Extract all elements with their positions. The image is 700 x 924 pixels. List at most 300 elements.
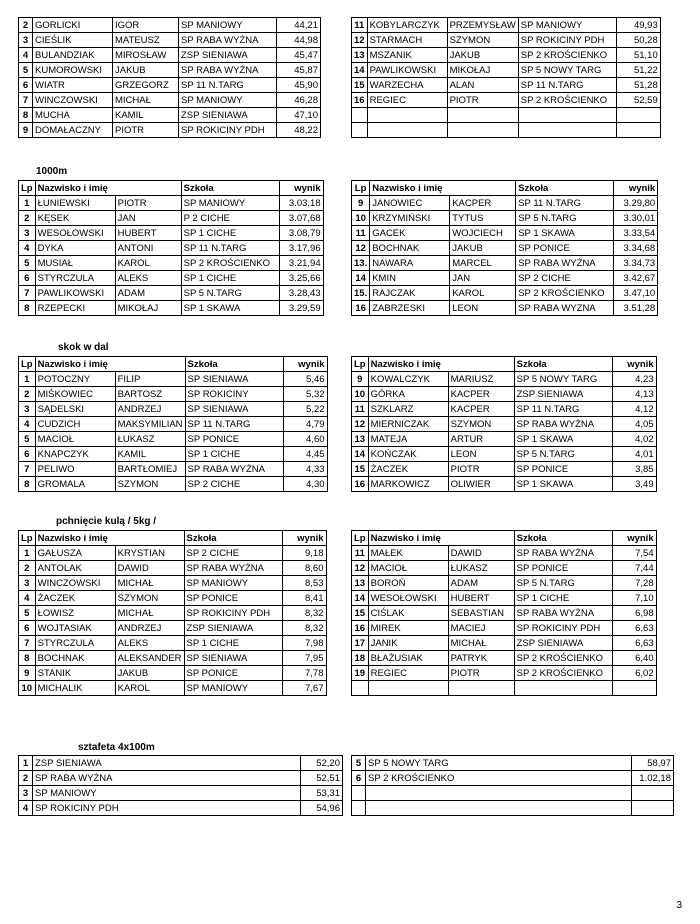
firstname-cell: KAMIL (113, 108, 179, 123)
surname-cell: WINCZOWSKI (33, 93, 113, 108)
surname-cell: PAWLIKOWSKI (367, 63, 447, 78)
result-cell: 4,45 (283, 447, 327, 462)
result-cell: 8,41 (282, 591, 326, 606)
result-cell (616, 108, 660, 123)
result-cell: 45,47 (277, 48, 321, 63)
place-cell: 13 (352, 48, 368, 63)
result-cell: 53,31 (301, 786, 343, 801)
table-row (19, 33, 321, 48)
results-table-left (18, 17, 321, 138)
place-cell: 12 (352, 241, 370, 256)
school-cell: SP RABA WYŻNA (179, 63, 277, 78)
relay-table-right (351, 755, 674, 816)
place-cell: 11 (352, 546, 369, 561)
school-cell: SP PONICE (514, 561, 612, 576)
table-row (352, 651, 657, 666)
school-cell: SP 2 KROŚCIENKO (514, 666, 612, 681)
relay-title: sztafeta 4x100m (78, 742, 155, 753)
place-cell: 8 (19, 301, 36, 316)
team-cell: SP RABA WYŻNA (33, 771, 301, 786)
header-cell: Nazwisko i imię (35, 181, 181, 196)
place-cell (352, 801, 366, 816)
firstname-cell: OLIWIER (448, 477, 514, 492)
result-cell (632, 801, 674, 816)
place-cell: 2 (19, 18, 33, 33)
firstname-cell: MIKOŁAJ (447, 63, 518, 78)
firstname-cell: PIOTR (448, 666, 514, 681)
firstname-cell: JAN (450, 271, 516, 286)
firstname-cell: JAKUB (450, 241, 516, 256)
school-cell: SP 1 SKAWA (516, 226, 614, 241)
table-row (352, 123, 661, 138)
firstname-cell: KAROL (115, 256, 181, 271)
result-cell: 4,23 (612, 372, 656, 387)
table-row (352, 432, 657, 447)
surname-cell: CIŚLAK (368, 606, 448, 621)
result-cell: 45,87 (277, 63, 321, 78)
result-cell: 3,85 (612, 462, 656, 477)
school-cell: SP 2 KROŚCIENKO (516, 286, 614, 301)
table-row (19, 666, 327, 681)
school-cell: SP 5 N.TARG (516, 211, 614, 226)
result-cell: 7,78 (282, 666, 326, 681)
result-cell: 54,96 (301, 801, 343, 816)
table-row (352, 241, 658, 256)
firstname-cell: ANDRZEJ (115, 621, 184, 636)
table-row (19, 271, 324, 286)
school-cell: SP RABA WYZNA (516, 301, 614, 316)
firstname-cell: ANTONI (115, 241, 181, 256)
relay-row (19, 801, 343, 816)
place-cell: 11 (352, 18, 368, 33)
relay-row (352, 786, 674, 801)
surname-cell: MIERNICZAK (368, 417, 448, 432)
firstname-cell: JAN (115, 211, 181, 226)
firstname-cell: ŁUKASZ (115, 432, 185, 447)
surname-cell: BOROŃ (368, 576, 448, 591)
table-row (352, 576, 657, 591)
place-cell: 19 (352, 666, 369, 681)
relay-row (352, 756, 674, 771)
surname-cell: WIATR (33, 78, 113, 93)
table-row (352, 48, 661, 63)
firstname-cell: DAWID (115, 561, 184, 576)
result-cell: 3.29,59 (279, 301, 323, 316)
result-cell: 4,13 (612, 387, 656, 402)
result-cell: 6,63 (612, 636, 656, 651)
school-cell: SP ROKICINY PDH (179, 123, 277, 138)
firstname-cell: ALEKS (115, 636, 184, 651)
school-cell: SP 1 CICHE (181, 226, 279, 241)
surname-cell: GORLICKI (33, 18, 113, 33)
table-row (19, 561, 327, 576)
surname-cell: BULANDZIAK (33, 48, 113, 63)
result-cell: 4,60 (283, 432, 327, 447)
header-cell: Szkoła (184, 531, 282, 546)
school-cell: SP 5 NOWY TARG (514, 372, 612, 387)
header-cell: wynik (614, 181, 658, 196)
table-row (19, 286, 324, 301)
surname-cell: MACIOŁ (368, 561, 448, 576)
school-cell: SP RABA WYŻNA (514, 606, 612, 621)
school-cell: SP ROKICINY (185, 387, 283, 402)
firstname-cell: MIKOŁAJ (115, 301, 181, 316)
school-cell: P 2 CICHE (181, 211, 279, 226)
place-cell: 2 (19, 771, 33, 786)
table-row (352, 33, 661, 48)
header-cell: Lp (19, 181, 36, 196)
table-row (352, 372, 657, 387)
header-cell: Szkoła (514, 531, 612, 546)
school-cell: SP SIENIAWA (184, 651, 282, 666)
team-cell: SP ROKICINY PDH (33, 801, 301, 816)
table-row (19, 651, 327, 666)
table-row (352, 402, 657, 417)
surname-cell: WARZECHA (367, 78, 447, 93)
result-cell: 51,10 (616, 48, 660, 63)
table-row (352, 447, 657, 462)
result-cell: 5,22 (283, 402, 327, 417)
relay-table-left (18, 755, 343, 816)
surname-cell: REGIEC (368, 666, 448, 681)
firstname-cell: SZYMON (115, 477, 185, 492)
section-title: pchnięcie kulą / 5kg / (56, 516, 157, 527)
surname-cell: ŻACZEK (368, 462, 448, 477)
table-row (19, 462, 328, 477)
school-cell: SP RABA WYŻNA (184, 561, 282, 576)
school-cell: SP 1 CICHE (184, 636, 282, 651)
firstname-cell: LEON (448, 447, 514, 462)
result-cell: 3.33,54 (614, 226, 658, 241)
result-cell: 4,02 (612, 432, 656, 447)
table-header (19, 531, 327, 546)
school-cell: SP 2 CICHE (184, 546, 282, 561)
place-cell: 16 (352, 301, 370, 316)
place-cell (352, 108, 368, 123)
table-row (352, 271, 658, 286)
place-cell: 8 (19, 477, 36, 492)
firstname-cell: SZYMON (447, 33, 518, 48)
place-cell: 14 (352, 447, 369, 462)
result-cell: 4,79 (283, 417, 327, 432)
result-cell: 8,53 (282, 576, 326, 591)
header-cell: Szkoła (514, 357, 612, 372)
result-cell (616, 123, 660, 138)
firstname-cell: HUBERT (115, 226, 181, 241)
school-cell: ZSP SIENIAWA (179, 48, 277, 63)
place-cell (352, 123, 368, 138)
school-cell: SP RABA WYŻNA (185, 462, 283, 477)
header-cell: wynik (612, 531, 656, 546)
place-cell: 15. (352, 286, 370, 301)
school-cell: SP ROKICINY PDH (184, 606, 282, 621)
table-header (352, 531, 657, 546)
surname-cell: KUMOROWSKI (33, 63, 113, 78)
surname-cell: DYKA (35, 241, 115, 256)
place-cell: 3 (19, 786, 33, 801)
surname-cell: WINCZOWSKI (35, 576, 115, 591)
school-cell (518, 123, 616, 138)
header-cell: Szkoła (185, 357, 283, 372)
result-cell: 5,46 (283, 372, 327, 387)
surname-cell: ANTOLAK (35, 561, 115, 576)
result-cell: 3.17,96 (279, 241, 323, 256)
section-title: 1000m (36, 166, 68, 177)
table-row (352, 546, 657, 561)
firstname-cell: ADAM (115, 286, 181, 301)
surname-cell: SĄDELSKI (35, 402, 115, 417)
table-row (19, 226, 324, 241)
header-cell: Lp (19, 357, 36, 372)
firstname-cell: KACPER (448, 402, 514, 417)
place-cell: 15 (352, 78, 368, 93)
surname-cell: POTOCZNY (35, 372, 115, 387)
firstname-cell: PIOTR (113, 123, 179, 138)
place-cell: 9 (19, 666, 36, 681)
table-row (19, 372, 328, 387)
table-row (352, 256, 658, 271)
results-table-left (18, 530, 327, 696)
firstname-cell: MICHAŁ (113, 93, 179, 108)
result-cell: 52,59 (616, 93, 660, 108)
school-cell: SP 2 KROŚCIENKO (518, 48, 616, 63)
place-cell: 6 (19, 78, 33, 93)
result-cell: 52,20 (301, 756, 343, 771)
results-table-right (351, 530, 657, 696)
place-cell: 1 (19, 546, 36, 561)
surname-cell: STARMACH (367, 33, 447, 48)
school-cell: SP 5 N.TARG (514, 576, 612, 591)
place-cell (352, 681, 369, 696)
surname-cell: DOMAŁACZNY (33, 123, 113, 138)
table-row (19, 211, 324, 226)
surname-cell: MATEJA (368, 432, 448, 447)
table-row (352, 561, 657, 576)
firstname-cell: PRZEMYSŁAW (447, 18, 518, 33)
place-cell: 15 (352, 462, 369, 477)
firstname-cell: MARCEL (450, 256, 516, 271)
table-row (19, 256, 324, 271)
surname-cell: JANOWIEC (370, 196, 450, 211)
school-cell: SP 5 NOWY TARG (518, 63, 616, 78)
surname-cell: MICHALIK (35, 681, 115, 696)
header-cell: Nazwisko i imię (368, 357, 514, 372)
school-cell: SP 2 KROŚCIENKO (518, 93, 616, 108)
table-row (19, 48, 321, 63)
page-number: 3 (676, 900, 682, 911)
firstname-cell: PIOTR (447, 93, 518, 108)
place-cell: 14 (352, 63, 368, 78)
surname-cell: MSZANIK (367, 48, 447, 63)
surname-cell (368, 681, 448, 696)
result-cell: 3.28,43 (279, 286, 323, 301)
table-row (19, 417, 328, 432)
place-cell: 6 (19, 447, 36, 462)
table-row (352, 387, 657, 402)
firstname-cell: MIROSŁAW (113, 48, 179, 63)
surname-cell: WOJTASIAK (35, 621, 115, 636)
result-cell: 6,98 (612, 606, 656, 621)
firstname-cell: KACPER (448, 387, 514, 402)
result-cell: 4,05 (612, 417, 656, 432)
surname-cell: PELIWO (35, 462, 115, 477)
surname-cell: WESOŁOWSKI (368, 591, 448, 606)
table-row (352, 18, 661, 33)
firstname-cell: MICHAŁ (115, 606, 184, 621)
surname-cell: MIREK (368, 621, 448, 636)
place-cell: 7 (19, 636, 36, 651)
place-cell: 7 (19, 462, 36, 477)
place-cell: 13 (352, 576, 369, 591)
table-row (19, 402, 328, 417)
firstname-cell: MATEUSZ (113, 33, 179, 48)
firstname-cell: DAWID (448, 546, 514, 561)
firstname-cell: KAMIL (115, 447, 185, 462)
school-cell: SP 1 SKAWA (514, 432, 612, 447)
result-cell: 58,97 (632, 756, 674, 771)
results-table-left (18, 180, 324, 316)
place-cell: 5 (19, 63, 33, 78)
school-cell: SP 1 CICHE (181, 271, 279, 286)
table-row (352, 591, 657, 606)
place-cell: 8 (19, 108, 33, 123)
place-cell: 16 (352, 621, 369, 636)
surname-cell: ŁUNIEWSKI (35, 196, 115, 211)
surname-cell: CUDZICH (35, 417, 115, 432)
header-cell: wynik (282, 531, 326, 546)
place-cell: 3 (19, 402, 36, 417)
result-cell: 3,49 (612, 477, 656, 492)
place-cell: 17 (352, 636, 369, 651)
school-cell: SP 11 N.TARG (179, 78, 277, 93)
surname-cell: BŁAŻUSIAK (368, 651, 448, 666)
surname-cell: KĘSEK (35, 211, 115, 226)
school-cell: ZSP SIENIAWA (514, 387, 612, 402)
header-cell: Nazwisko i imię (35, 531, 184, 546)
result-cell: 3.08,79 (279, 226, 323, 241)
surname-cell: STYRCZULA (35, 636, 115, 651)
table-row (352, 462, 657, 477)
firstname-cell (447, 108, 518, 123)
surname-cell: RAJCZAK (370, 286, 450, 301)
result-cell: 3.21,94 (279, 256, 323, 271)
surname-cell: KOWALCZYK (368, 372, 448, 387)
table-row (352, 621, 657, 636)
result-cell: 47,10 (277, 108, 321, 123)
firstname-cell: BARTOSZ (115, 387, 185, 402)
table-header (19, 181, 324, 196)
table-row (19, 681, 327, 696)
school-cell: SP PONICE (185, 432, 283, 447)
firstname-cell: HUBERT (448, 591, 514, 606)
table-row (19, 477, 328, 492)
place-cell: 2 (19, 387, 36, 402)
surname-cell: KOŃCZAK (368, 447, 448, 462)
place-cell: 16 (352, 93, 368, 108)
school-cell: SP 1 SKAWA (514, 477, 612, 492)
result-cell: 8,32 (282, 606, 326, 621)
table-header (19, 357, 328, 372)
surname-cell: REGIEC (367, 93, 447, 108)
place-cell: 2 (19, 211, 36, 226)
place-cell: 13 (352, 432, 369, 447)
table-row (19, 196, 324, 211)
firstname-cell: PIOTR (448, 462, 514, 477)
firstname-cell: PIOTR (115, 196, 181, 211)
results-table-left (18, 356, 328, 492)
firstname-cell: JAKUB (447, 48, 518, 63)
firstname-cell: MAKSYMILIAN (115, 417, 185, 432)
surname-cell: KOBYLARCZYK (367, 18, 447, 33)
place-cell: 1 (19, 372, 36, 387)
result-cell: 3.34,73 (614, 256, 658, 271)
table-row (352, 63, 661, 78)
firstname-cell: KRYSTIAN (115, 546, 184, 561)
team-cell: SP MANIOWY (33, 786, 301, 801)
results-table-right (351, 356, 657, 492)
school-cell: ZSP SIENIAWA (184, 621, 282, 636)
place-cell: 1 (19, 196, 36, 211)
firstname-cell: JAKUB (113, 63, 179, 78)
section-title: skok w dal (58, 342, 109, 353)
surname-cell: ZABRZESKI (370, 301, 450, 316)
place-cell: 5 (352, 756, 366, 771)
place-cell: 12 (352, 561, 369, 576)
surname-cell: ŻACZEK (35, 591, 115, 606)
school-cell: SP RABA WYŻNA (514, 546, 612, 561)
surname-cell: ŁOWISZ (35, 606, 115, 621)
result-cell: 52,51 (301, 771, 343, 786)
result-cell: 3.51,28 (614, 301, 658, 316)
place-cell: 4 (19, 801, 33, 816)
result-cell: 44,21 (277, 18, 321, 33)
school-cell: SP 11 N.TARG (185, 417, 283, 432)
relay-row (19, 771, 343, 786)
place-cell (352, 786, 366, 801)
firstname-cell: ARTUR (448, 432, 514, 447)
firstname-cell: MACIEJ (448, 621, 514, 636)
surname-cell: BOCHNAK (370, 241, 450, 256)
place-cell: 2 (19, 561, 36, 576)
school-cell: SP MANIOWY (184, 681, 282, 696)
surname-cell: GAŁUSZA (35, 546, 115, 561)
school-cell: SP ROKICINY PDH (518, 33, 616, 48)
table-row (19, 241, 324, 256)
header-cell: wynik (283, 357, 327, 372)
header-cell: wynik (279, 181, 323, 196)
place-cell: 14 (352, 271, 370, 286)
place-cell: 12 (352, 417, 369, 432)
result-cell: 7,95 (282, 651, 326, 666)
result-cell: 49,93 (616, 18, 660, 33)
surname-cell (367, 123, 447, 138)
firstname-cell: KAROL (115, 681, 184, 696)
school-cell: SP PONICE (184, 591, 282, 606)
table-row (19, 591, 327, 606)
surname-cell: STANIK (35, 666, 115, 681)
firstname-cell: JAKUB (115, 666, 184, 681)
school-cell: SP 2 CICHE (516, 271, 614, 286)
firstname-cell: ALEKSANDER (115, 651, 184, 666)
surname-cell: KMIN (370, 271, 450, 286)
team-cell: SP 5 NOWY TARG (366, 756, 632, 771)
result-cell: 45,90 (277, 78, 321, 93)
place-cell: 3 (19, 33, 33, 48)
table-row (352, 211, 658, 226)
table-row (19, 78, 321, 93)
firstname-cell: FILIP (115, 372, 185, 387)
surname-cell: KRZYMIŃSKI (370, 211, 450, 226)
